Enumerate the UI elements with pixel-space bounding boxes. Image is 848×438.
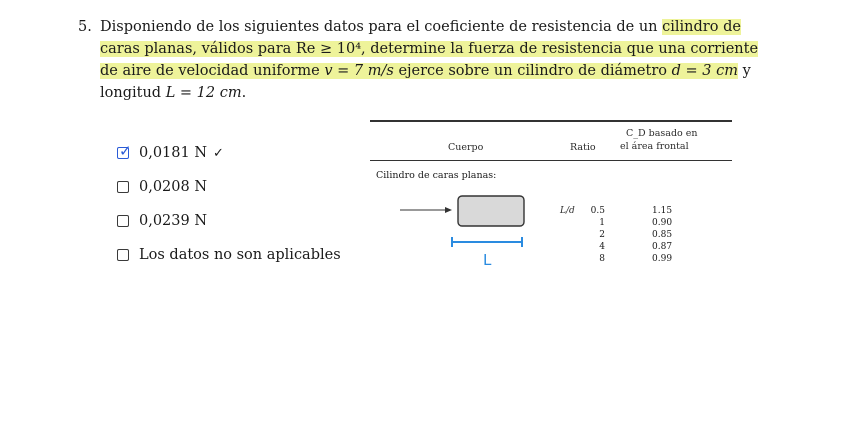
checkbox[interactable] — [117, 181, 129, 193]
checkbox-checked[interactable] — [117, 142, 132, 160]
question-part-3: ejerce sobre un cilindro de diámetro — [393, 63, 672, 79]
option-label: 0,0208 N — [139, 179, 208, 195]
table-header-rule — [370, 160, 732, 161]
body-label: Cilindro de caras planas: — [376, 170, 497, 181]
ratio-value: 4 — [599, 242, 605, 252]
cd-value: 0.85 — [652, 230, 673, 240]
question-part-2: , determine la fuerza de resistencia que una corriente de aire de velocidad uniforme — [100, 41, 759, 79]
cylinder-diagram — [390, 188, 560, 268]
ratio-value: 0.5 — [590, 206, 605, 216]
length-value: L = 12 cm — [165, 85, 242, 101]
cd-value: 0.99 — [652, 254, 673, 264]
answer-options — [117, 136, 341, 272]
correct-mark-icon: ✓ — [213, 145, 224, 161]
header-ratio: Ratio — [570, 142, 596, 153]
cylinder-shape — [458, 196, 524, 226]
drag-coefficient-table — [370, 118, 732, 278]
check-icon: ✓ — [119, 142, 132, 160]
question-part-4: y longitud — [100, 63, 751, 101]
ratio-value: 1 — [599, 218, 605, 228]
option-3[interactable] — [117, 204, 341, 238]
diameter-value: d = 3 cm — [671, 63, 738, 79]
question-number: 5. — [78, 19, 92, 35]
option-2[interactable] — [117, 170, 341, 204]
ratio-value: 8 — [599, 254, 605, 264]
checkbox[interactable] — [117, 215, 129, 227]
table-top-rule — [370, 120, 732, 122]
header-cd-line1: C_D basado en — [626, 128, 698, 139]
length-annotation: L — [483, 251, 492, 268]
option-label: 0,0239 N — [139, 213, 208, 229]
length-dimension-line — [452, 237, 522, 247]
ratio-value: 2 — [599, 230, 605, 240]
option-label: 0,0181 N — [139, 145, 208, 161]
question-text — [100, 16, 768, 104]
question-end: . — [241, 85, 247, 101]
cd-value: 0.87 — [652, 242, 673, 252]
cd-value: 1.15 — [652, 206, 673, 216]
header-body: Cuerpo — [448, 142, 484, 153]
option-1[interactable] — [117, 136, 341, 170]
checkbox[interactable] — [117, 249, 129, 261]
velocity-value: v = 7 m/s — [324, 63, 394, 79]
option-4[interactable] — [117, 238, 341, 272]
header-cd-line2: el área frontal — [620, 141, 689, 152]
highlight-cylinder: cilindro de caras planas, válidos para Re ≥ 10⁴ — [100, 19, 741, 57]
cd-value: 0.90 — [652, 218, 673, 228]
question — [78, 16, 768, 104]
ratio-label: L/d — [560, 206, 575, 216]
arrow-icon — [400, 207, 452, 213]
question-part-1: Disponiendo de los siguientes datos para el coeficiente de resistencia de un — [100, 19, 663, 35]
option-label: Los datos no son aplicables — [139, 247, 341, 263]
